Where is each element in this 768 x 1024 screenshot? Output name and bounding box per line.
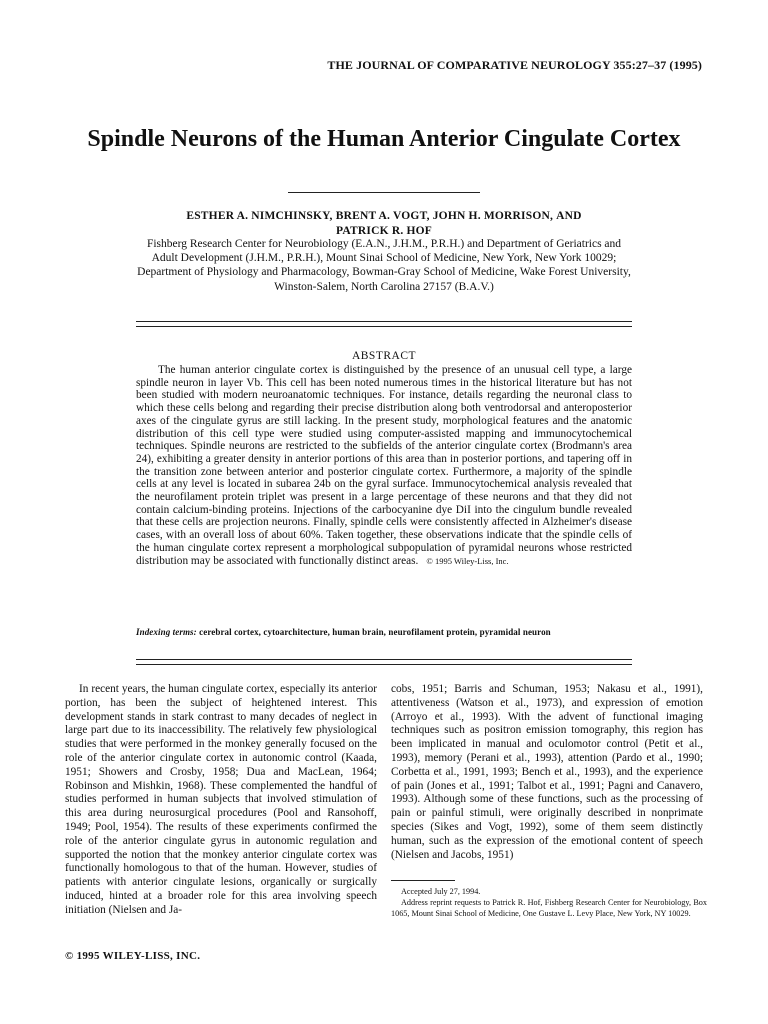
footnote-accepted: Accepted July 27, 1994. — [401, 887, 481, 896]
abstract-body — [136, 364, 632, 567]
header-rule-top — [136, 321, 632, 322]
authors-last: PATRICK R. HOF — [336, 225, 432, 237]
author-list — [84, 209, 684, 239]
footnotes — [391, 886, 707, 919]
abstract-heading: ABSTRACT — [351, 350, 417, 362]
header-rule-bottom — [136, 326, 632, 327]
footnote-divider — [391, 880, 455, 881]
body-column-left: In recent years, the human cingulate cortex, especially its anterior portion, has been the subject of heightened interest. This development stands in stark contrast to many decades of neglect in large part due to its inaccessibility. The relatively few physiological studies that were performed in the monkey generally focused on the role of the anterior cingulate cortex in autonomic control (Kaada, 1951; Showers and Crosby, 1958; Dua and MacLean, 1964; Robinson and Mishkin, 1968). These complemented the handful of studies performed in human subjects that involved stimulation of this area during neurosurgical procedures (Pool and Ransohoff, 1949; Pool, 1954). The results of these experiments confirmed the role of the anterior cingulate gyrus in autonomic regulation and supported the notion that the monkey anterior cingulate cortex was functionally homologous to that of the human. However, studies of patients with anterior cingulate lesions, organically or surgically induced, hinted at a broader role for this area involving speech initiation (Nielsen and Ja- — [65, 683, 377, 916]
title-divider — [288, 192, 480, 193]
body-column-right: cobs, 1951; Barris and Schuman, 1953; Nakasu et al., 1991), attentiveness (Watson et al., 1973), and expression of emotion (Arroyo et al., 1993). With the advent of functional imaging techniques such as positron emission tomography, this region has been implicated in manual and oculomotor control (Petit et al., 1993), memory (Perani et al., 1993), attention (Pardo et al., 1990; Corbetta et al., 1991, 1993; Bench et al., 1993), and the experience of pain (Jones et al., 1991; Talbot et al., 1991; Pagni and Canavero, 1993). Although some of these functions, such as the processing of pain or painful stimuli, were originally described in nonprimate species (Sikes and Vogt, 1992), some of them seem distinctly human, such as the expression of the emotional content of speech (Nielsen and Jacobs, 1951) — [391, 683, 703, 861]
authors-main: ESTHER A. NIMCHINSKY, BRENT A. VOGT, JOHN H. MORRISON, — [186, 210, 554, 222]
article-title: Spindle Neurons of the Human Anterior Cingulate Cortex — [87, 126, 681, 152]
publisher-copyright: © 1995 WILEY-LISS, INC. — [65, 950, 201, 962]
indexing-list: cerebral cortex, cytoarchitecture, human brain, neurofilament protein, pyramidal neuron — [199, 627, 551, 637]
affiliations: Fishberg Research Center for Neurobiology (E.A.N., J.H.M., P.R.H.) and Department of Geriatrics and Adult Development (J.H.M., P.R.H.), Mount Sinai School of Medicine, New York, New York 10029; Department of Physiology and Pharmacology, Bowman-Gray School of Medicine, Wake Forest University, Winston-Salem, North Carolina 27157 (B.A.V.) — [137, 238, 631, 293]
indexing-terms — [136, 627, 636, 637]
abstract-rule-top — [136, 659, 632, 660]
footnote-reprint: Address reprint requests to Patrick R. Hof, Fishberg Research Center for Neurobiology, Box 1065, Mount Sinai School of Medicine, One Gustave L. Levy Place, New York, NY 10029. — [391, 898, 707, 919]
authors-conjunction: AND — [556, 210, 582, 222]
abstract-copyright: © 1995 Wiley-Liss, Inc. — [426, 555, 509, 566]
indexing-label: Indexing terms: — [136, 627, 197, 637]
abstract-rule-bottom — [136, 664, 632, 665]
journal-header: THE JOURNAL OF COMPARATIVE NEUROLOGY 355:27–37 (1995) — [327, 58, 702, 72]
abstract-text: The human anterior cingulate cortex is distinguished by the presence of an unusual cell type, a large spindle neuron in layer Vb. This cell has been noted numerous times in the historical literature but has not been studied with modern neuroanatomic techniques. For instance, details regarding the neuronal class to which these cells belong and regarding their precise distribution along both ventrodorsal and anteroposterior axes of the cingulate gyrus are still lacking. In the present study, morphological features and the anatomic distribution of this cell type were studied using computer-assisted mapping and immunocytochemical techniques. Spindle neurons are restricted to the subfields of the anterior cingulate cortex (Brodmann's area 24), exhibiting a greater density in anterior portions of this area than in posterior portions, and tapering off in the transition zone between anterior and posterior cingulate cortex. Furthermore, a majority of the spindle cells at any level is located in subarea 24b on the gyral surface. Immunocytochemical analysis revealed that the neurofilament protein triplet was present in a large percentage of these neurons and that they did not contain calcium-binding proteins. Injections of the carbocyanine dye DiI into the cingulum bundle revealed that these cells are projection neurons. Finally, spindle cells were consistently affected in Alzheimer's disease cases, with an overall loss of about 60%. Taken together, these observations indicate that the spindle cells of the human cingulate cortex represent a morphological subpopulation of pyramidal neurons whose restricted distribution may be associated with functionally distinct areas. — [136, 364, 632, 567]
